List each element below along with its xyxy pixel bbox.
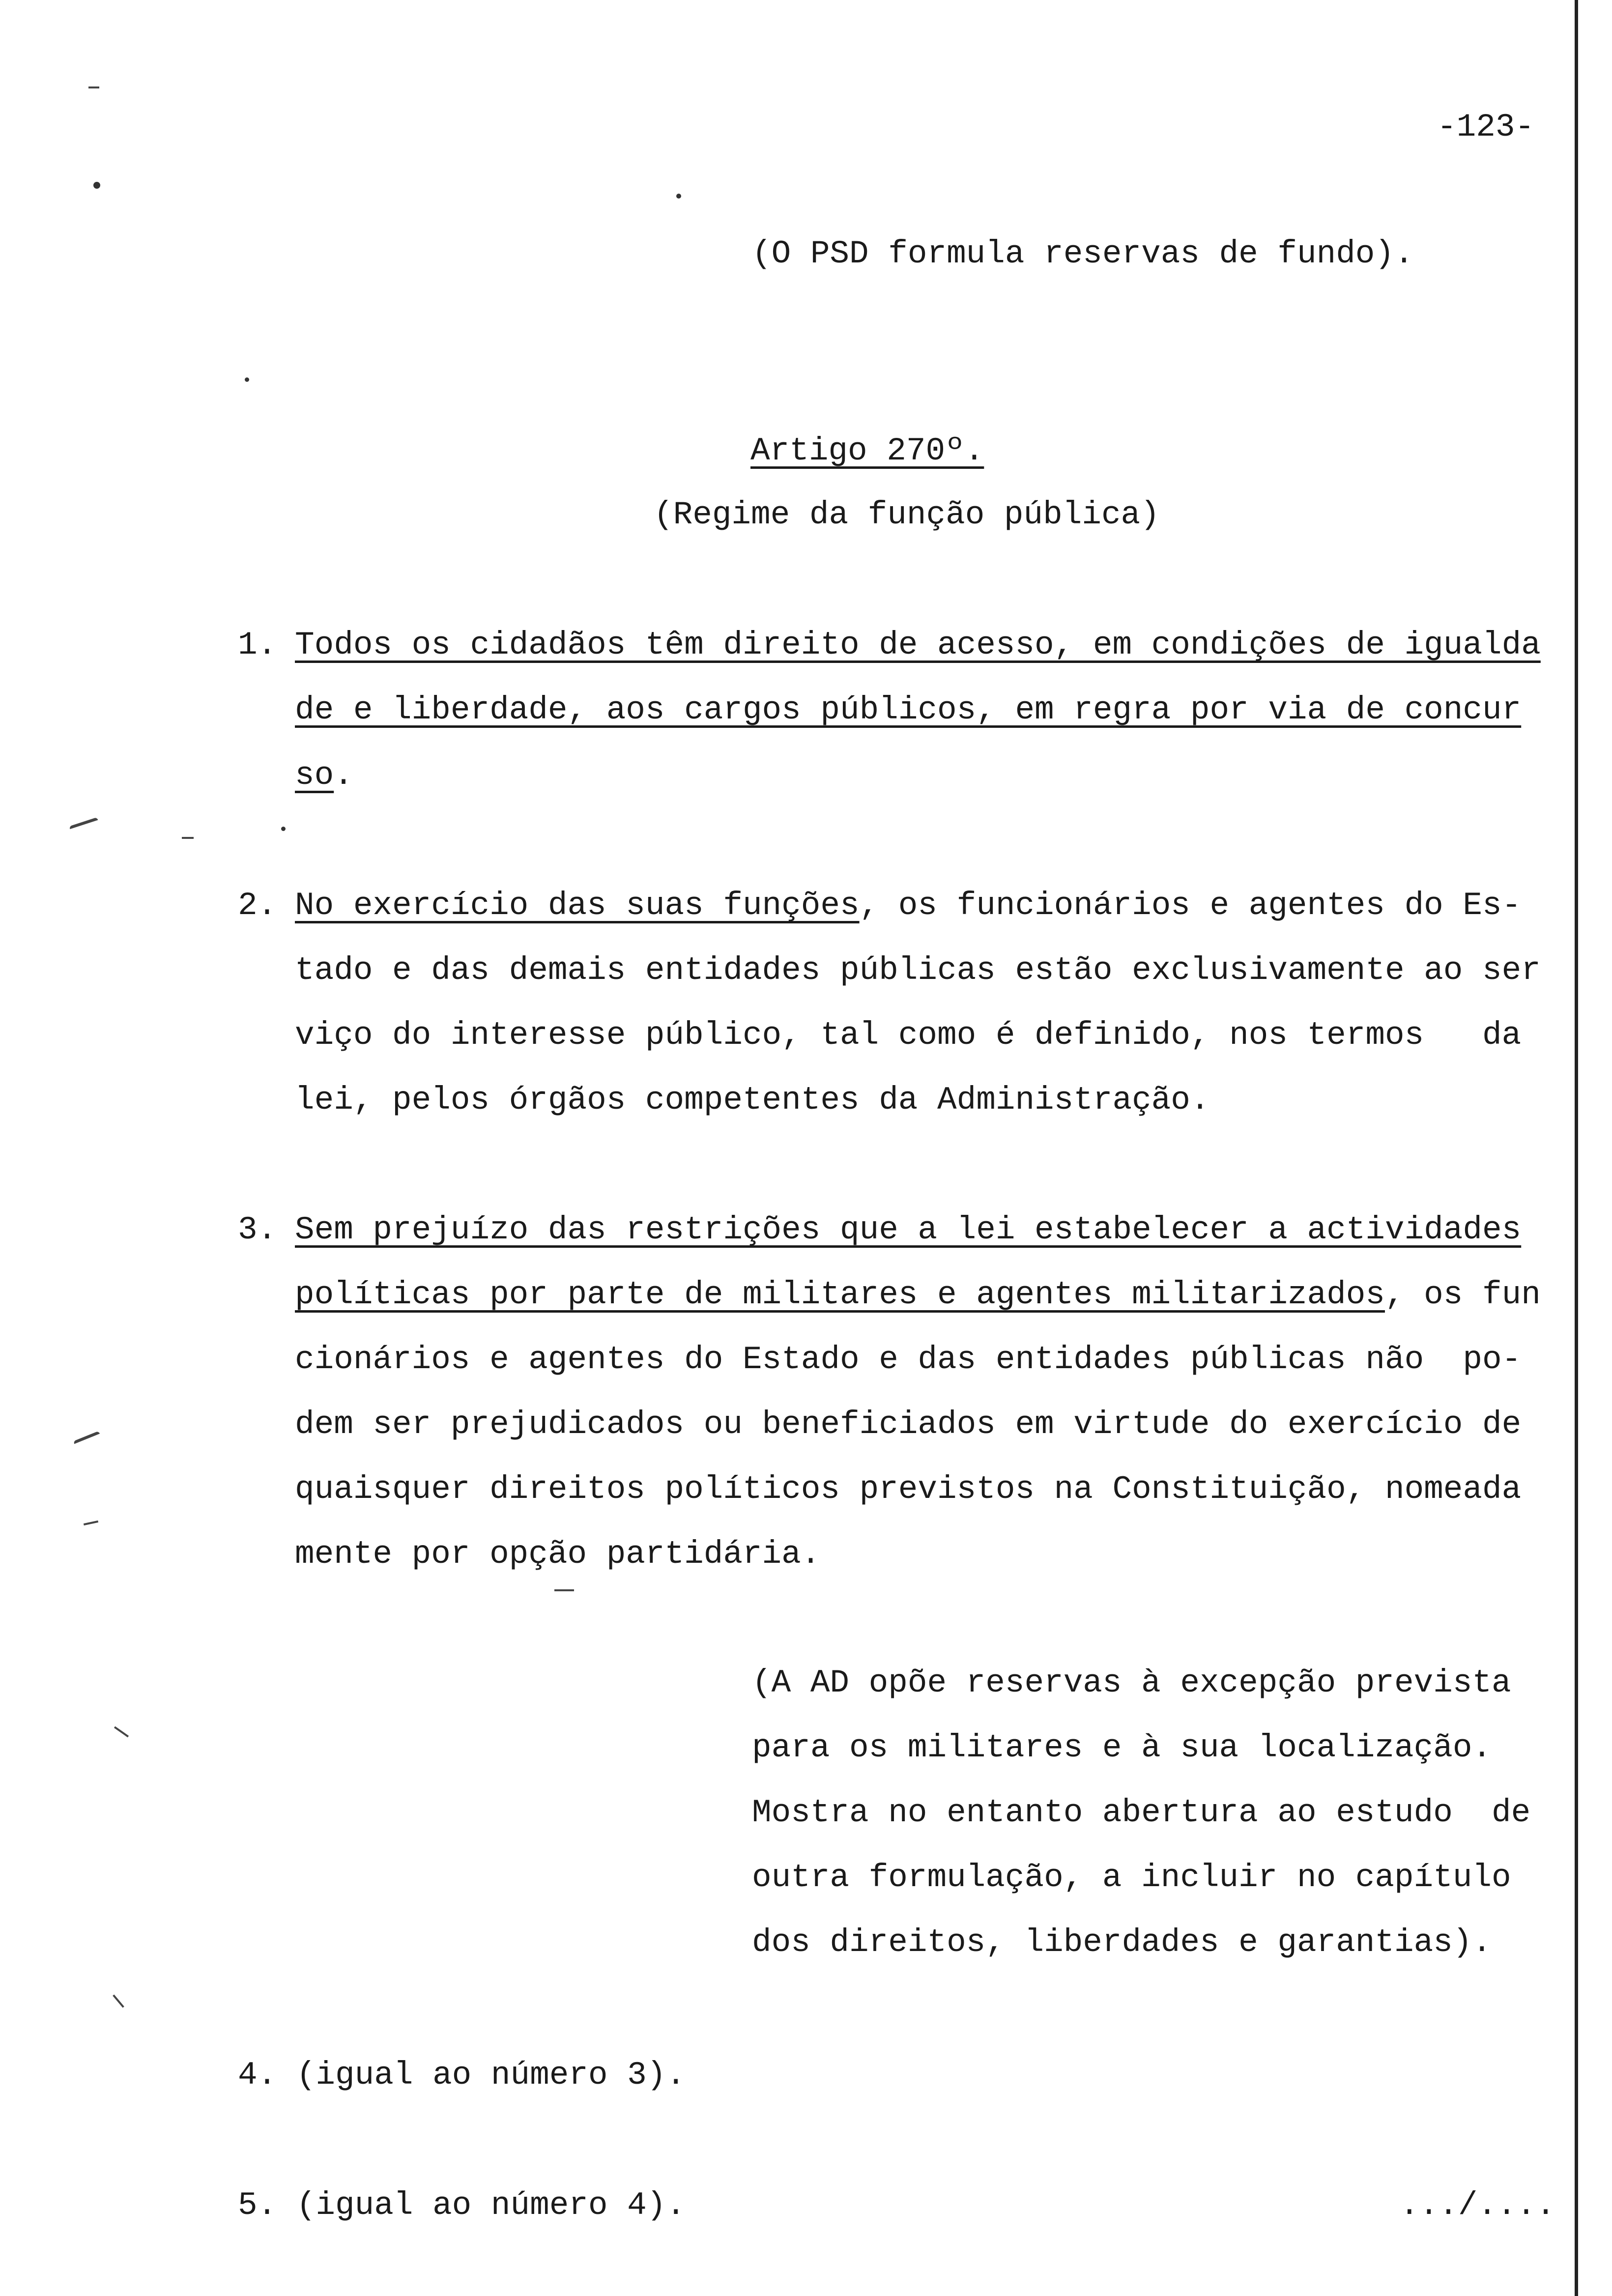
item-text-line: quaisquer direitos políticos previstos na Constituição, nomeada bbox=[295, 1471, 1522, 1508]
article-title: Artigo 270º. bbox=[750, 432, 984, 469]
item-number: 3. bbox=[238, 1211, 277, 1248]
scan-mark bbox=[113, 1994, 124, 2008]
scan-speck bbox=[245, 377, 249, 382]
item-text-line: Sem prejuízo das restrições que a lei estabelecer a actividades bbox=[295, 1211, 1522, 1248]
note-line: outra formulação, a incluir no capítulo bbox=[752, 1859, 1511, 1896]
scan-mark bbox=[69, 817, 98, 829]
item-number: 2. bbox=[238, 887, 277, 924]
item-text-line: tado e das demais entidades públicas estão exclusivamente ao ser bbox=[295, 952, 1541, 989]
scan-speck bbox=[676, 194, 681, 199]
item-5: 5. (igual ao número 4). bbox=[238, 2187, 686, 2224]
item-text-line: viço do interesse público, tal como é definido, nos termos da bbox=[295, 1017, 1522, 1054]
intro-note: (O PSD formula reservas de fundo). bbox=[752, 235, 1414, 272]
scan-mark bbox=[84, 1521, 98, 1525]
item-text-line: de e liberdade, aos cargos públicos, em regra por via de concur bbox=[295, 691, 1522, 728]
note-line: (A AD opõe reservas à excepção prevista bbox=[752, 1665, 1511, 1701]
item-text-line bbox=[295, 1276, 1541, 1313]
text-fragment: , os fun bbox=[1384, 1276, 1541, 1313]
underlined-fragment: políticas por parte de militares e agentes militarizados bbox=[295, 1276, 1385, 1313]
note-line: dos direitos, liberdades e garantias). bbox=[752, 1924, 1492, 1961]
scan-mark bbox=[73, 1431, 100, 1444]
article-subtitle: (Regime da função pública) bbox=[654, 496, 1160, 533]
item-4: 4. (igual ao número 3). bbox=[238, 2057, 686, 2094]
page-edge-rule bbox=[1575, 0, 1578, 2296]
scan-speck bbox=[93, 182, 100, 189]
item-text-line: mente por opção partidária. bbox=[295, 1536, 821, 1573]
underlined-fragment: so bbox=[295, 757, 334, 794]
continuation-mark: .../.... bbox=[1400, 2187, 1555, 2224]
page-number: -123- bbox=[1437, 109, 1535, 145]
item-text-line: Todos os cidadãos têm direito de acesso, em condições de igualda bbox=[295, 627, 1541, 663]
item-text-line bbox=[295, 887, 1522, 924]
underlined-fragment: No exercício das suas funções bbox=[295, 887, 860, 924]
item-text-line: dem ser prejudicados ou beneficiados em virtude do exercício de bbox=[295, 1406, 1522, 1443]
item-text-line: cionários e agentes do Estado e das entidades públicas não po- bbox=[295, 1341, 1522, 1378]
text-fragment: , os funcionários e agentes do Es- bbox=[859, 887, 1522, 924]
item-number: 1. bbox=[238, 627, 277, 663]
scan-mark bbox=[114, 1726, 129, 1738]
note-line: para os militares e à sua localização. bbox=[752, 1729, 1492, 1766]
note-line: Mostra no entanto abertura ao estudo de bbox=[752, 1794, 1531, 1831]
text-fragment: . bbox=[334, 757, 353, 794]
item-text-line bbox=[295, 759, 353, 792]
scan-mark bbox=[182, 837, 194, 839]
item-text-line: lei, pelos órgãos competentes da Administração. bbox=[295, 1082, 1210, 1119]
scan-mark bbox=[554, 1589, 574, 1591]
scan-speck bbox=[281, 827, 286, 831]
scan-mark bbox=[88, 86, 99, 88]
